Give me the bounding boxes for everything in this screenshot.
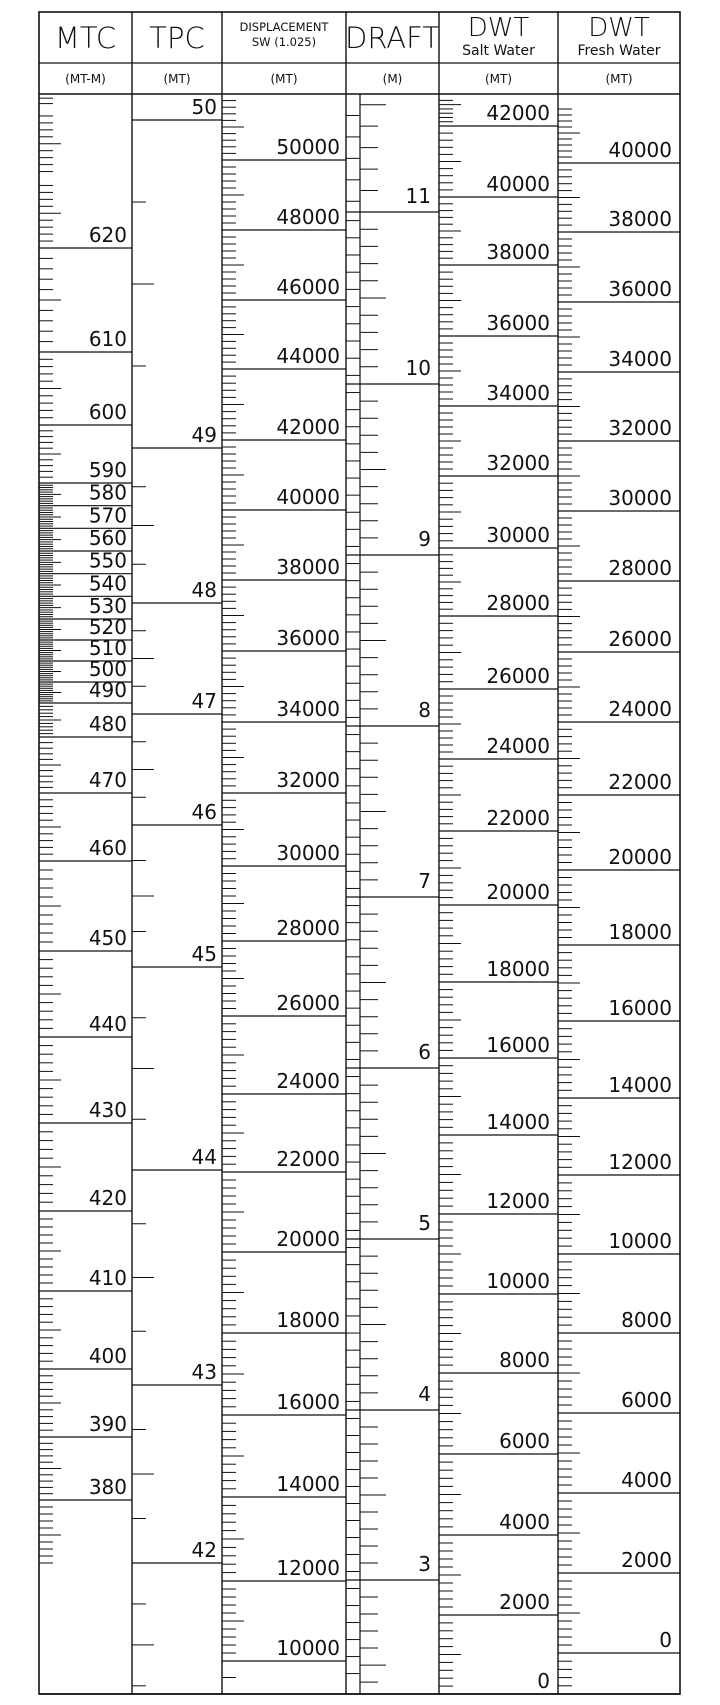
- dwt-fw-label: 14000: [608, 1073, 672, 1097]
- header-unit-disp: (MT): [270, 72, 298, 86]
- disp-label: 34000: [276, 697, 340, 721]
- dwt-sw-label: 40000: [486, 172, 550, 196]
- dwt-sw-label: 30000: [486, 523, 550, 547]
- draft-label: 5: [418, 1211, 431, 1235]
- dwt-sw-label: 8000: [499, 1348, 550, 1372]
- disp-label: 22000: [276, 1147, 340, 1171]
- mtc-label: 550: [88, 548, 127, 573]
- disp-label: 14000: [276, 1472, 340, 1496]
- disp-label: 18000: [276, 1308, 340, 1332]
- dwt-sw-label: 26000: [486, 664, 550, 688]
- mtc-label: 620: [88, 223, 127, 247]
- dwt-sw-label: 22000: [486, 806, 550, 830]
- disp-label: 20000: [276, 1227, 340, 1251]
- disp-label: 16000: [276, 1390, 340, 1414]
- dwt-sw-label: 0: [537, 1669, 550, 1693]
- dwt-fw-label: 0: [659, 1628, 672, 1652]
- dwt-fw-label: 22000: [608, 770, 672, 794]
- header-unit-tpc: (MT): [163, 72, 191, 86]
- tpc-label: 44: [191, 1145, 217, 1169]
- dwt-sw-label: 10000: [486, 1269, 550, 1293]
- mtc-label: 590: [88, 458, 127, 482]
- disp-label: 28000: [276, 916, 340, 940]
- tpc-label: 46: [191, 800, 217, 824]
- draft-label: 9: [418, 527, 431, 551]
- scale-frame: [39, 12, 680, 1694]
- header-subtitle-disp: SW (1.025): [251, 35, 317, 49]
- dwt-sw-label: 12000: [486, 1189, 550, 1213]
- dwt-fw-label: 26000: [608, 627, 672, 651]
- header-title-dwt_sw: DWT: [467, 13, 530, 43]
- tpc-label: 50: [191, 95, 217, 119]
- mtc-label: 530: [88, 594, 127, 618]
- tpc-label: 43: [191, 1360, 217, 1384]
- dwt-fw-label: 28000: [608, 556, 672, 580]
- header-unit-dwt_sw: (MT): [484, 72, 513, 86]
- dwt-sw-label: 14000: [486, 1110, 550, 1134]
- disp-label: 42000: [276, 415, 340, 439]
- draft-label: 6: [418, 1040, 431, 1064]
- tpc-label: 42: [191, 1538, 217, 1562]
- dwt-sw-label: 28000: [486, 591, 550, 615]
- draft-label: 4: [418, 1382, 431, 1406]
- column-headers: [55, 13, 661, 86]
- mtc-label: 430: [88, 1098, 127, 1122]
- disp-label: 26000: [276, 991, 340, 1015]
- dwt-sw-label: 34000: [486, 381, 550, 405]
- disp-label: 44000: [276, 344, 340, 368]
- header-subtitle-dwt_sw: Salt Water: [462, 43, 535, 59]
- draft-label: 10: [405, 356, 431, 380]
- mtc-label: 460: [88, 836, 127, 860]
- dwt-fw-label: 12000: [608, 1150, 672, 1174]
- dwt-sw-label: 42000: [486, 101, 550, 125]
- mtc-label: 500: [88, 657, 127, 681]
- disp-label: 24000: [276, 1069, 340, 1093]
- disp-label: 10000: [276, 1636, 340, 1660]
- mtc-label: 380: [88, 1475, 127, 1499]
- mtc-label: 610: [88, 327, 127, 351]
- header-title-draft: DRAFT: [344, 21, 441, 55]
- disp-label: 32000: [276, 768, 340, 792]
- mtc-label: 470: [88, 768, 127, 792]
- dwt-fw-label: 40000: [608, 138, 672, 162]
- dwt-fw-label: 8000: [621, 1308, 672, 1332]
- dwt-sw-label: 6000: [499, 1429, 550, 1453]
- header-subtitle-dwt_fw: Fresh Water: [577, 43, 661, 59]
- disp-label: 12000: [276, 1556, 340, 1580]
- dwt-fw-label: 10000: [608, 1229, 672, 1253]
- tpc-label: 49: [191, 423, 217, 447]
- draft-label: 11: [405, 184, 431, 208]
- dwt-fw-label: 4000: [621, 1468, 672, 1492]
- disp-label: 48000: [276, 205, 340, 229]
- mtc-label: 440: [88, 1012, 127, 1036]
- dwt-sw-label: 32000: [486, 451, 550, 475]
- mtc-label: 420: [88, 1186, 127, 1210]
- tpc-label: 48: [191, 578, 217, 602]
- mtc-label: 490: [88, 678, 127, 702]
- dwt-fw-label: 20000: [608, 845, 672, 869]
- header-title-disp: DISPLACEMENT: [239, 20, 329, 34]
- disp-label: 50000: [276, 135, 340, 159]
- mtc-label: 560: [88, 526, 127, 550]
- dwt-fw-label: 36000: [608, 277, 672, 301]
- header-title-mtc: MTC: [54, 21, 117, 55]
- dwt-sw-label: 24000: [486, 734, 550, 758]
- mtc-label: 510: [88, 636, 127, 660]
- mtc-label: 390: [88, 1412, 127, 1436]
- draft-label: 8: [418, 698, 431, 722]
- dwt-fw-label: 16000: [608, 996, 672, 1020]
- disp-label: 30000: [276, 841, 340, 865]
- dwt-sw-label: 4000: [499, 1510, 550, 1534]
- dwt-fw-label: 30000: [608, 486, 672, 510]
- header-unit-draft: (M): [382, 72, 403, 86]
- tpc-label: 45: [191, 942, 217, 966]
- mtc-label: 580: [88, 480, 127, 505]
- disp-label: 36000: [276, 626, 340, 650]
- header-unit-dwt_fw: (MT): [605, 72, 633, 86]
- mtc-label: 540: [88, 571, 127, 596]
- header-unit-mtc: (MT-M): [65, 72, 106, 86]
- disp-label: 38000: [276, 555, 340, 579]
- mtc-label: 600: [88, 400, 127, 424]
- mtc-label: 450: [88, 926, 127, 950]
- header-title-dwt_fw: DWT: [588, 13, 650, 43]
- mtc-label: 410: [88, 1266, 127, 1290]
- dwt-fw-label: 24000: [608, 697, 672, 721]
- dwt-sw-label: 36000: [486, 311, 550, 335]
- dwt-sw-label: 18000: [486, 957, 550, 981]
- scale-labels: [89, 95, 672, 1693]
- disp-label: 46000: [276, 275, 340, 299]
- mtc-label: 520: [88, 615, 127, 639]
- dwt-fw-label: 38000: [608, 207, 672, 231]
- header-title-tpc: TPC: [149, 21, 205, 55]
- dwt-sw-label: 16000: [486, 1033, 550, 1057]
- dwt-fw-label: 32000: [608, 416, 672, 440]
- dwt-sw-label: 20000: [486, 880, 550, 904]
- disp-label: 40000: [276, 485, 340, 509]
- dwt-fw-label: 18000: [608, 920, 672, 944]
- mtc-label: 480: [88, 712, 127, 736]
- dwt-fw-label: 34000: [608, 347, 672, 371]
- mtc-label: 570: [88, 503, 127, 528]
- tpc-label: 47: [191, 689, 217, 713]
- dwt-fw-label: 2000: [621, 1548, 672, 1572]
- dwt-sw-label: 38000: [486, 240, 550, 264]
- dwt-sw-label: 2000: [499, 1590, 550, 1614]
- draft-label: 3: [418, 1552, 431, 1576]
- dwt-fw-label: 6000: [621, 1388, 672, 1412]
- mtc-label: 400: [88, 1344, 127, 1368]
- draft-label: 7: [418, 869, 431, 893]
